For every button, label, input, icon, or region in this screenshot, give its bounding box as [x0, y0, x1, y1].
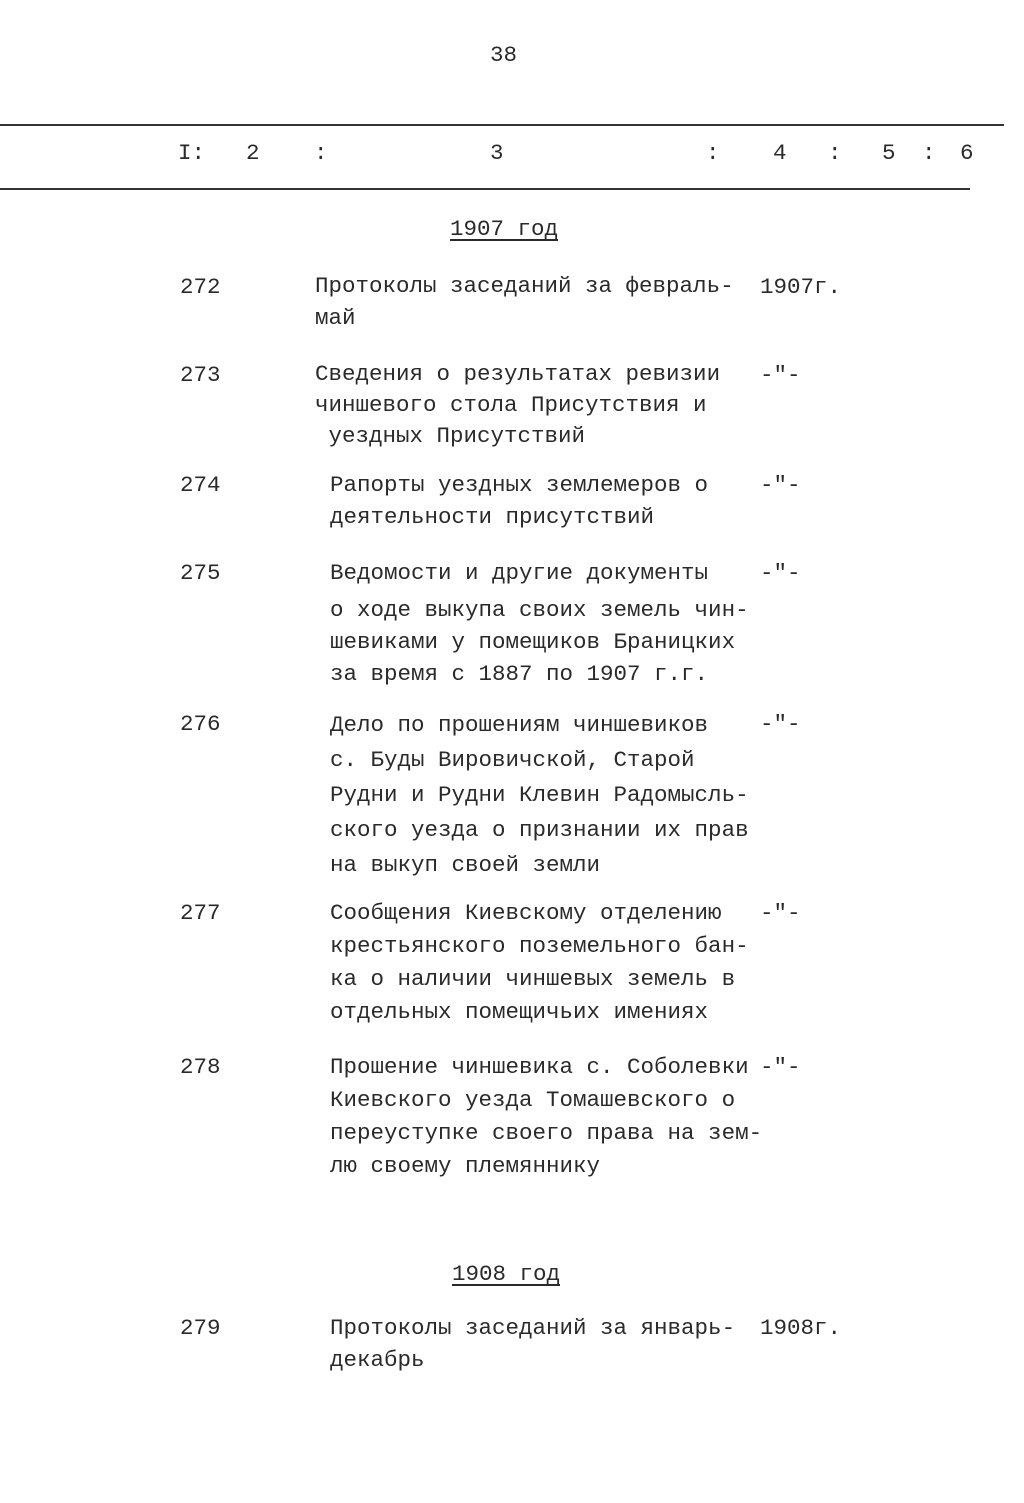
entry-number: 276: [180, 711, 221, 737]
entry-date: -"-: [760, 472, 801, 498]
entry-number: 274: [180, 472, 221, 498]
description-line: отдельных помещичьих имениях: [330, 999, 709, 1025]
description-line: Дело по прошениям чиншевиков: [330, 712, 709, 738]
column-header-2: 2: [246, 140, 260, 166]
description-line: Киевского уезда Томашевского о: [330, 1087, 736, 1113]
entry-number: 279: [180, 1315, 221, 1341]
description-line: Сведения о результатах ревизии: [315, 361, 721, 387]
description-line: Рудни и Рудни Клевин Радомысль-: [330, 782, 749, 808]
entry-description: [330, 469, 708, 533]
column-header-5: 5: [882, 140, 896, 166]
description-line: шевиками у помещиков Браницких: [330, 629, 736, 655]
header-top-rule: [0, 124, 1004, 126]
entry-date: -"-: [760, 711, 801, 737]
description-line: Прошение чиншевика с. Соболевки: [330, 1054, 749, 1080]
description-line: о ходе выкупа своих земель чин-: [330, 597, 749, 623]
description-line: переуступке своего права на зем-: [330, 1120, 763, 1146]
column-separator: :: [828, 140, 842, 166]
description-line: Рапорты уездных землемеров о: [330, 472, 709, 498]
entry-number: 272: [180, 274, 221, 300]
description-line: с. Буды Вировичской, Старой: [330, 747, 695, 773]
description-line: за время с 1887 по 1907 г.г.: [330, 661, 709, 687]
description-line: крестьянского поземельного бан-: [330, 933, 749, 959]
column-header-4: 4: [773, 140, 787, 166]
description-line: чиншевого стола Присутствия и: [315, 392, 707, 418]
entry-number: 278: [180, 1054, 221, 1080]
entry-description: [315, 359, 720, 452]
description-line: декабрь: [330, 1347, 425, 1373]
header-bottom-rule: [0, 188, 970, 190]
entry-date: 1907г.: [760, 274, 842, 300]
column-separator: :: [314, 140, 328, 166]
description-line: Ведомости и другие документы: [330, 560, 709, 586]
entry-date: -"-: [760, 560, 801, 586]
description-line: Протоколы заседаний за январь-: [330, 1315, 736, 1341]
description-line: уездных Присутствий: [315, 423, 586, 449]
section-heading-1908: 1908 год: [452, 1261, 561, 1287]
entry-date: 1908г.: [760, 1315, 842, 1341]
description-line: ского уезда о признании их прав: [330, 817, 749, 843]
column-separator: :: [922, 140, 936, 166]
entry-date: -"-: [760, 1054, 801, 1080]
entry-description: [315, 270, 734, 334]
description-line: Протоколы заседаний за февраль-: [315, 273, 734, 299]
column-header-1: I:: [178, 140, 206, 166]
description-line: май: [315, 305, 356, 331]
description-line: ка о наличии чиншевых земель в: [330, 966, 736, 992]
page-number: 38: [490, 42, 518, 68]
entry-date: -"-: [760, 362, 801, 388]
description-line: на выкуп своей земли: [330, 852, 601, 878]
entry-number: 277: [180, 900, 221, 926]
section-heading-1907: 1907 год: [450, 216, 559, 242]
entry-description: [330, 708, 749, 883]
entry-number: 273: [180, 362, 221, 388]
entry-description: [330, 557, 749, 690]
entry-date: -"-: [760, 900, 801, 926]
description-line: лю своему племяннику: [330, 1153, 601, 1179]
entry-description: [330, 1051, 762, 1183]
description-line: Сообщения Киевскому отделению: [330, 900, 722, 926]
column-header-6: 6: [960, 140, 974, 166]
entry-number: 275: [180, 560, 221, 586]
column-separator: :: [706, 140, 720, 166]
column-header-3: 3: [490, 140, 504, 166]
entry-description: [330, 897, 749, 1029]
entry-description: [330, 1312, 735, 1376]
description-line: деятельности присутствий: [330, 504, 655, 530]
